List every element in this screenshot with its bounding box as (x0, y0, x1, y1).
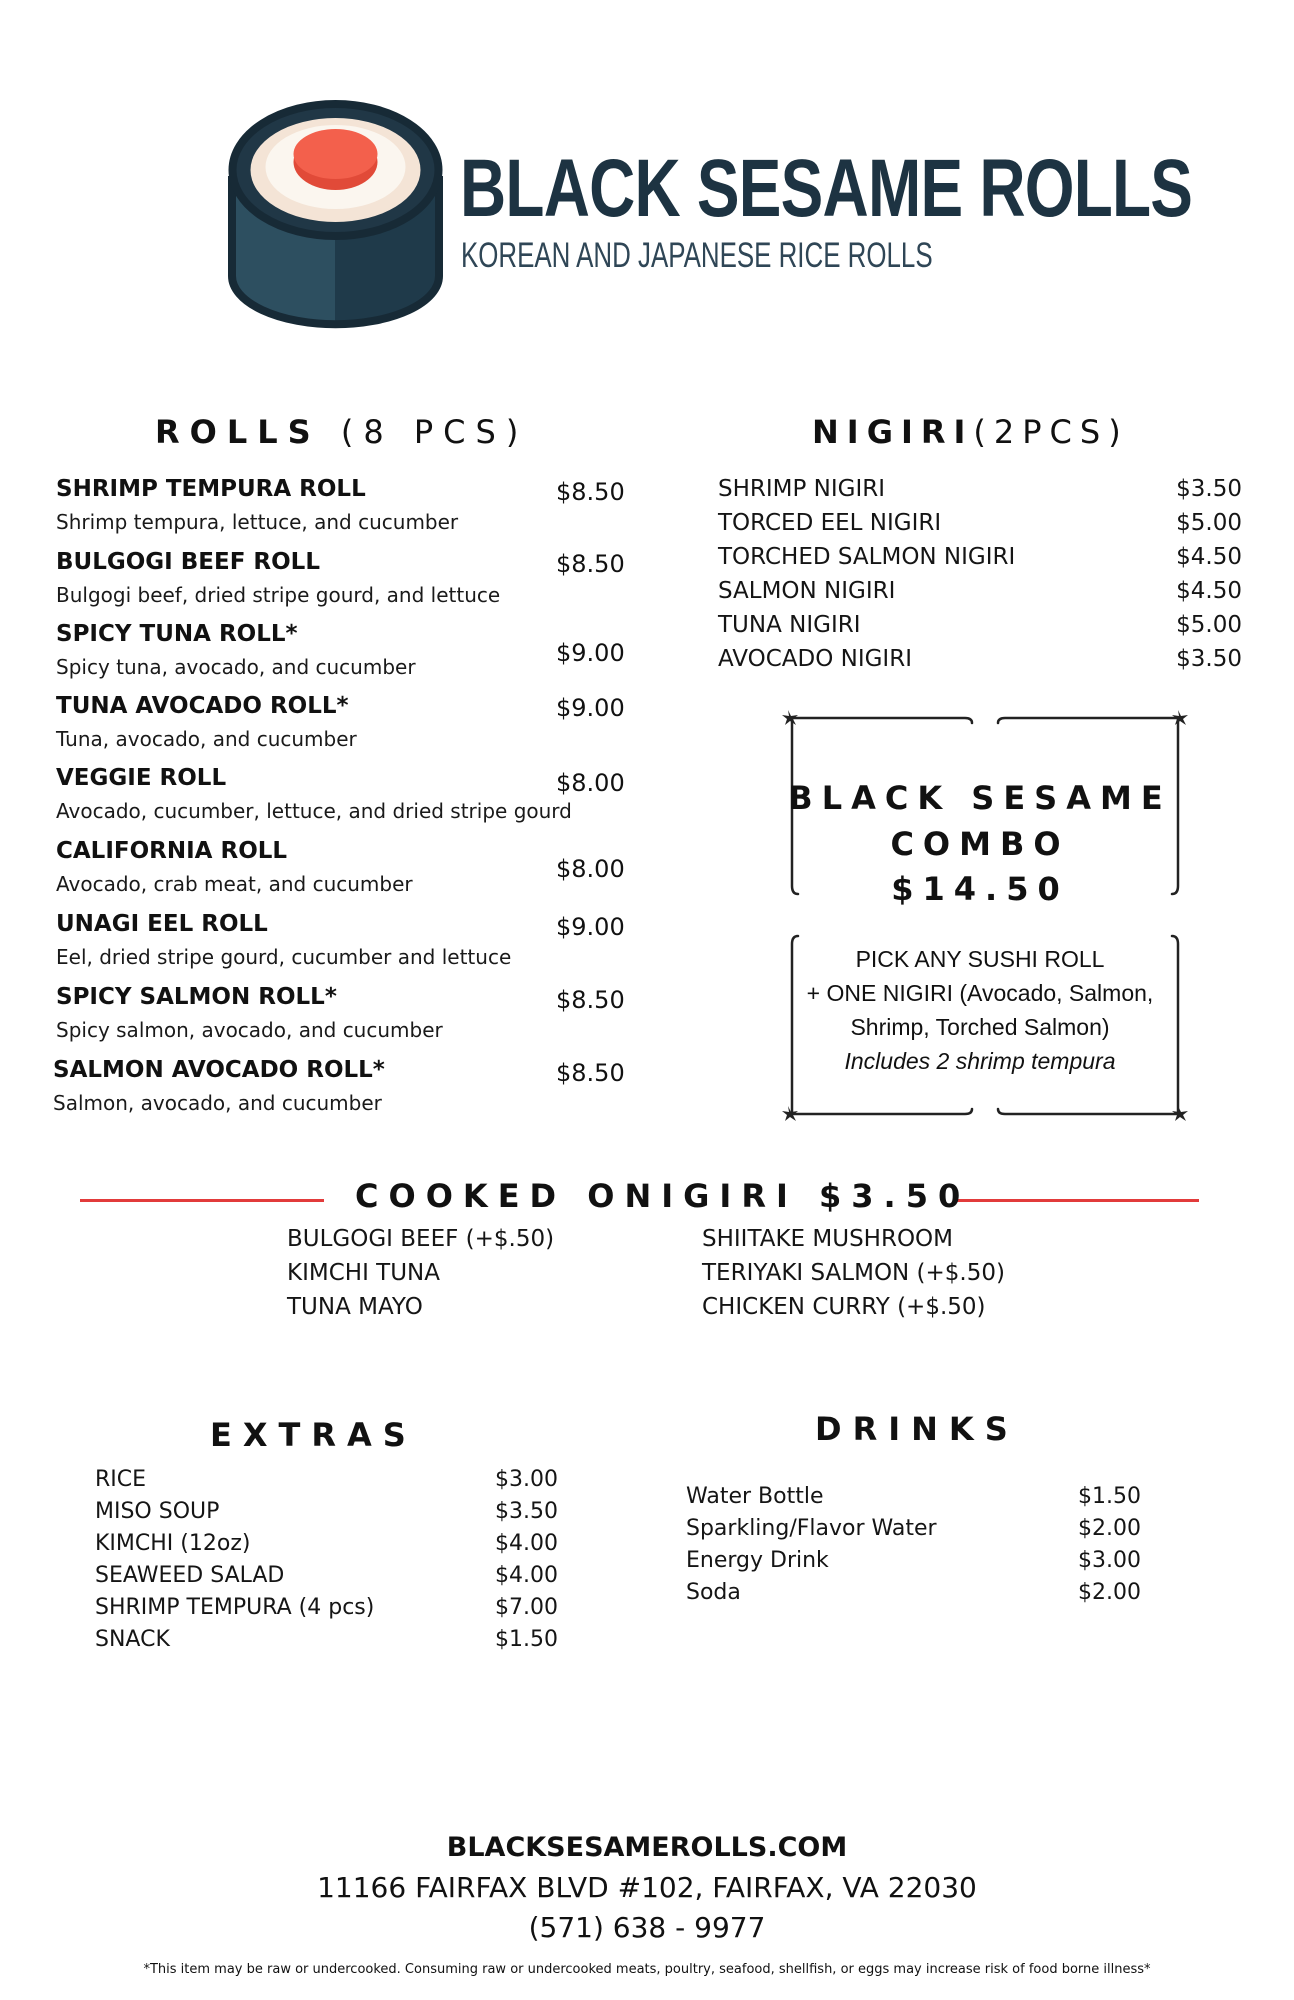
extra-price: $1.50 (495, 1627, 558, 1652)
nigiri-name: TUNA NIGIRI (718, 612, 861, 638)
roll-name: SPICY SALMON ROLL* (56, 984, 337, 1010)
combo-price: $14.50 (891, 870, 1069, 908)
drink-price: $2.00 (1078, 1516, 1141, 1541)
drink-price: $3.00 (1078, 1548, 1141, 1573)
divider-left (80, 1199, 324, 1202)
drinks-title: DRINKS (815, 1410, 1019, 1448)
drink-name: Water Bottle (686, 1484, 824, 1509)
roll-price: $9.00 (556, 639, 625, 667)
nigiri-price: $4.50 (1176, 578, 1242, 604)
extra-name: SHRIMP TEMPURA (4 pcs) (95, 1595, 375, 1620)
roll-name: TUNA AVOCADO ROLL* (56, 693, 349, 719)
brand-tagline: KOREAN AND JAPANESE RICE ROLLS (461, 236, 933, 275)
roll-price: $8.50 (556, 478, 625, 506)
onigiri-item: KIMCHI TUNA (287, 1260, 440, 1286)
nigiri-name: SHRIMP NIGIRI (718, 476, 886, 502)
rolls-title-count: (8 PCS) (340, 413, 529, 451)
roll-name: VEGGIE ROLL (56, 765, 227, 791)
roll-description: Shrimp tempura, lettuce, and cucumber (56, 510, 459, 534)
nigiri-price: $3.50 (1176, 476, 1242, 502)
roll-description: Eel, dried stripe gourd, cucumber and lettuce (56, 945, 512, 969)
extra-price: $7.00 (495, 1595, 558, 1620)
brand-name: BLACK SESAME ROLLS (460, 143, 1193, 234)
roll-description: Bulgogi beef, dried stripe gourd, and lettuce (56, 583, 501, 607)
nigiri-price: $5.00 (1176, 612, 1242, 638)
nigiri-name: SALMON NIGIRI (718, 578, 896, 604)
combo-line4: Includes 2 shrimp tempura (844, 1048, 1116, 1074)
sushi-roll-icon (228, 98, 443, 330)
roll-name: SALMON AVOCADO ROLL* (53, 1057, 385, 1083)
nigiri-title-label: NIGIRI (812, 413, 974, 451)
nigiri-name: TORCHED SALMON NIGIRI (718, 544, 1016, 570)
roll-name: UNAGI EEL ROLL (56, 911, 268, 937)
roll-description: Avocado, crab meat, and cucumber (56, 872, 413, 896)
extra-name: SNACK (95, 1627, 170, 1652)
nigiri-title (812, 413, 1129, 451)
footer-website[interactable]: BLACKSESAMEROLLS.COM (446, 1832, 848, 1863)
combo-title-line2: COMBO (890, 825, 1070, 863)
roll-description: Salmon, avocado, and cucumber (53, 1091, 382, 1115)
onigiri-item: SHIITAKE MUSHROOM (702, 1226, 953, 1252)
nigiri-name: AVOCADO NIGIRI (718, 646, 912, 672)
roll-price: $9.00 (556, 694, 625, 722)
drink-price: $2.00 (1078, 1580, 1141, 1605)
footer-disclaimer: *This item may be raw or undercooked. Consuming raw or undercooked meats, poultry, seafood, shellfish, or eggs may increase risk of food borne illness* (143, 1962, 1151, 1977)
extra-name: MISO SOUP (95, 1499, 220, 1524)
drink-name: Sparkling/Flavor Water (686, 1516, 937, 1541)
roll-name: SHRIMP TEMPURA ROLL (56, 476, 366, 502)
roll-price: $8.00 (556, 769, 625, 797)
roll-name: CALIFORNIA ROLL (56, 838, 288, 864)
roll-name: SPICY TUNA ROLL* (56, 621, 298, 647)
combo-line1: PICK ANY SUSHI ROLL (855, 946, 1105, 972)
footer-phone: (571) 638 - 9977 (528, 1911, 766, 1944)
combo-line2: + ONE NIGIRI (Avocado, Salmon, (806, 980, 1154, 1006)
roll-price: $8.00 (556, 855, 625, 883)
roll-description: Avocado, cucumber, lettuce, and dried stripe gourd (56, 799, 572, 823)
divider-right (955, 1199, 1199, 1202)
nigiri-name: TORCED EEL NIGIRI (718, 510, 942, 536)
onigiri-item: CHICKEN CURRY (+$.50) (702, 1294, 986, 1320)
extra-price: $3.00 (495, 1467, 558, 1492)
rolls-title-label: ROLLS (155, 413, 321, 451)
extra-name: RICE (95, 1467, 147, 1492)
onigiri-title: COOKED ONIGIRI $3.50 (355, 1177, 971, 1215)
nigiri-price: $4.50 (1176, 544, 1242, 570)
combo-title-line1: BLACK SESAME (788, 779, 1172, 817)
rolls-title (155, 413, 529, 451)
extras-title: EXTRAS (210, 1416, 417, 1454)
drink-price: $1.50 (1078, 1484, 1141, 1509)
roll-price: $8.50 (556, 986, 625, 1014)
roll-description: Tuna, avocado, and cucumber (56, 727, 357, 751)
nigiri-price: $3.50 (1176, 646, 1242, 672)
drink-name: Energy Drink (686, 1548, 829, 1573)
roll-price: $9.00 (556, 913, 625, 941)
nigiri-price: $5.00 (1176, 510, 1242, 536)
nigiri-title-count: (2PCS) (973, 413, 1129, 451)
onigiri-item: BULGOGI BEEF (+$.50) (287, 1226, 555, 1252)
onigiri-item: TERIYAKI SALMON (+$.50) (702, 1260, 1005, 1286)
footer-address: 11166 FAIRFAX BLVD #102, FAIRFAX, VA 22030 (317, 1871, 977, 1904)
extra-price: $4.00 (495, 1563, 558, 1588)
drink-name: Soda (686, 1580, 741, 1605)
roll-description: Spicy tuna, avocado, and cucumber (56, 655, 416, 679)
roll-name: BULGOGI BEEF ROLL (56, 549, 320, 575)
extra-price: $4.00 (495, 1531, 558, 1556)
extra-price: $3.50 (495, 1499, 558, 1524)
extra-name: KIMCHI (12oz) (95, 1531, 251, 1556)
roll-price: $8.50 (556, 550, 625, 578)
roll-price: $8.50 (556, 1059, 625, 1087)
onigiri-item: TUNA MAYO (287, 1294, 423, 1320)
roll-description: Spicy salmon, avocado, and cucumber (56, 1018, 443, 1042)
combo-line3: Shrimp, Torched Salmon) (850, 1014, 1110, 1040)
extra-name: SEAWEED SALAD (95, 1563, 285, 1588)
